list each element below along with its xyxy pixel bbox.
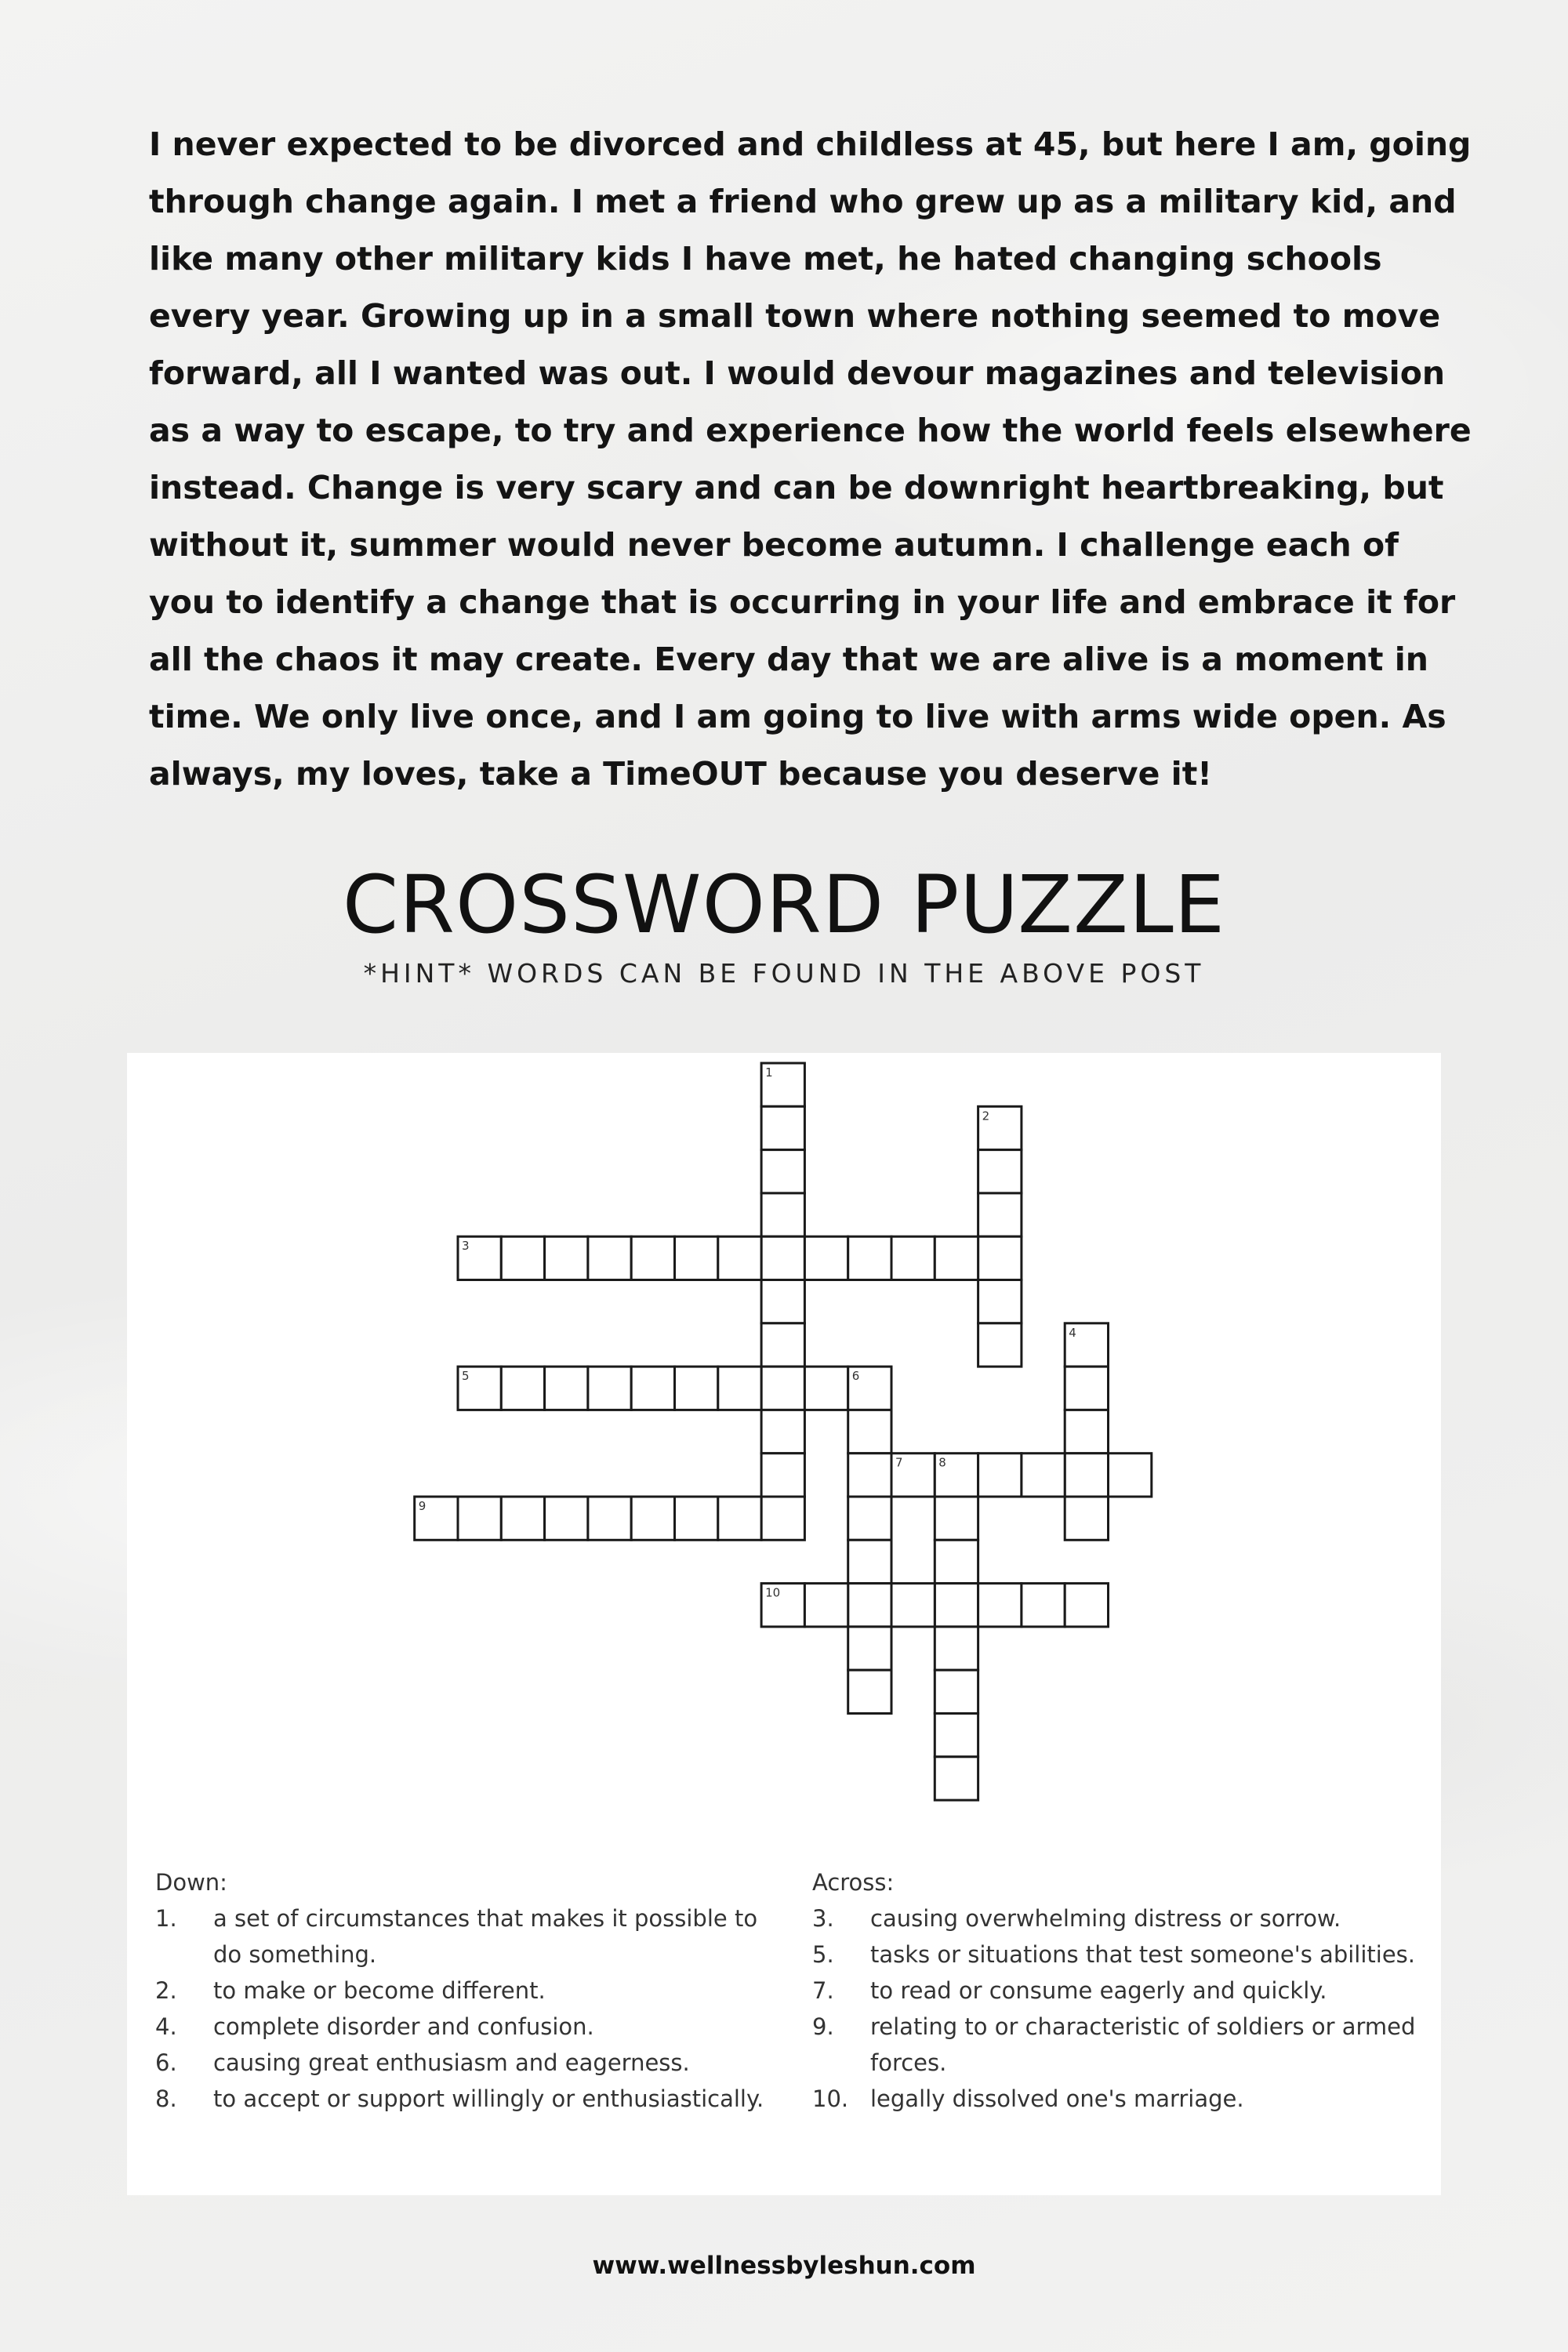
crossword-panel xyxy=(127,1053,1441,2195)
down-heading: Down: xyxy=(155,1869,227,1896)
grid-cell[interactable] xyxy=(1065,1584,1108,1627)
cell-number: 1 xyxy=(765,1065,773,1080)
grid-cell[interactable] xyxy=(978,1454,1022,1497)
cell-number: 5 xyxy=(462,1369,470,1384)
clue-text: tasks or situations that test someone's abilities. xyxy=(870,1941,1415,1968)
grid-cell[interactable] xyxy=(588,1367,631,1410)
grid-cell[interactable] xyxy=(935,1670,978,1713)
clue-across-5 xyxy=(812,1936,1424,1973)
post-line: all the chaos it may create. Every day that we are alive is a moment in xyxy=(149,641,1428,678)
clue-text: relating to or characteristic of soldiers or armed forces. xyxy=(870,2013,1416,2076)
clue-down-4 xyxy=(155,2009,782,2045)
cell-number: 2 xyxy=(982,1109,990,1123)
grid-cell[interactable] xyxy=(935,1627,978,1670)
grid-cell[interactable] xyxy=(718,1236,761,1279)
grid-cell[interactable] xyxy=(761,1236,804,1279)
post-line: forward, all I wanted was out. I would devour magazines and television xyxy=(149,354,1446,392)
grid-cell[interactable] xyxy=(545,1367,588,1410)
crossword-grid xyxy=(127,1053,1441,1837)
cell-number: 7 xyxy=(895,1455,903,1470)
grid-cell[interactable] xyxy=(848,1670,891,1713)
grid-cell[interactable] xyxy=(761,1193,804,1236)
clue-text: causing overwhelming distress or sorrow. xyxy=(870,1905,1341,1932)
clue-number: 8. xyxy=(155,2085,177,2112)
grid-cell[interactable] xyxy=(761,1410,804,1453)
grid-cell[interactable] xyxy=(848,1410,891,1453)
cell-number: 3 xyxy=(462,1239,470,1254)
clue-text: to accept or support willingly or enthusiastically. xyxy=(213,2085,764,2112)
footer-url[interactable]: www.wellnessbyleshun.com xyxy=(592,2252,976,2280)
across-heading: Across: xyxy=(812,1869,895,1896)
clue-number: 5. xyxy=(812,1941,834,1968)
grid-cell[interactable] xyxy=(761,1497,804,1540)
clue-number: 9. xyxy=(812,2013,834,2040)
grid-cell[interactable] xyxy=(1022,1454,1065,1497)
clue-text: complete disorder and confusion. xyxy=(213,2013,594,2040)
grid-cell[interactable] xyxy=(761,1280,804,1323)
clue-across-9 xyxy=(812,2009,1424,2081)
grid-cell[interactable] xyxy=(545,1236,588,1279)
grid-cell[interactable] xyxy=(978,1150,1022,1193)
grid-cell[interactable] xyxy=(935,1757,978,1800)
grid-cell[interactable] xyxy=(891,1584,935,1627)
clue-down-1 xyxy=(155,1900,782,1973)
grid-cell[interactable] xyxy=(675,1497,718,1540)
clue-across-7 xyxy=(812,1973,1424,2009)
clue-number: 10. xyxy=(812,2085,849,2112)
clue-across-10 xyxy=(812,2081,1424,2117)
grid-cell[interactable] xyxy=(1065,1410,1108,1453)
grid-cell[interactable] xyxy=(761,1367,804,1410)
grid-cell[interactable] xyxy=(675,1236,718,1279)
post-line: always, my loves, take a TimeOUT because you deserve it! xyxy=(149,755,1213,793)
grid-cell[interactable] xyxy=(848,1627,891,1670)
grid-cell[interactable] xyxy=(1022,1584,1065,1627)
clue-text: to read or consume eagerly and quickly. xyxy=(870,1977,1327,2004)
grid-cell[interactable] xyxy=(545,1497,588,1540)
clue-down-6 xyxy=(155,2045,782,2081)
grid-cell[interactable] xyxy=(501,1367,544,1410)
grid-cell[interactable] xyxy=(1065,1367,1108,1410)
post-line: like many other military kids I have met, he hated changing schools xyxy=(149,240,1382,278)
grid-cell[interactable] xyxy=(718,1497,761,1540)
clue-number: 3. xyxy=(812,1905,834,1932)
post-line: through change again. I met a friend who grew up as a military kid, and xyxy=(149,183,1457,220)
grid-cell[interactable] xyxy=(804,1367,848,1410)
cell-number: 9 xyxy=(418,1499,426,1513)
post-line: instead. Change is very scary and can be downright heartbreaking, but xyxy=(149,469,1444,506)
grid-cell[interactable] xyxy=(1065,1497,1108,1540)
clue-text: causing great enthusiasm and eagerness. xyxy=(213,2049,690,2076)
grid-cell[interactable] xyxy=(978,1323,1022,1367)
grid-cell[interactable] xyxy=(848,1497,891,1540)
post-line: you to identify a change that is occurring in your life and embrace it for xyxy=(149,583,1456,621)
clue-across-3 xyxy=(812,1900,1424,1936)
clue-down-2 xyxy=(155,1973,782,2009)
grid-cell[interactable] xyxy=(935,1497,978,1540)
grid-cell[interactable] xyxy=(761,1106,804,1149)
post-body xyxy=(149,116,1472,803)
clue-text: legally dissolved one's marriage. xyxy=(870,2085,1244,2112)
grid-cell[interactable] xyxy=(935,1714,978,1757)
cell-number: 6 xyxy=(851,1369,860,1384)
cell-number: 10 xyxy=(765,1585,781,1600)
clue-text: a set of circumstances that makes it possible to do something. xyxy=(213,1905,758,1968)
clue-number: 7. xyxy=(812,1977,834,2004)
grid-cell[interactable] xyxy=(978,1236,1022,1279)
cell-number: 4 xyxy=(1069,1325,1076,1340)
grid-cell[interactable] xyxy=(458,1497,501,1540)
puzzle-hint: *HINT* WORDS CAN BE FOUND IN THE ABOVE POST xyxy=(363,958,1205,989)
grid-cell[interactable] xyxy=(588,1497,631,1540)
post-line: without it, summer would never become autumn. I challenge each of xyxy=(149,526,1399,564)
grid-cell[interactable] xyxy=(675,1367,718,1410)
grid-cell[interactable] xyxy=(1065,1454,1108,1497)
grid-cell[interactable] xyxy=(804,1236,848,1279)
post-line: time. We only live once, and I am going to live with arms wide open. As xyxy=(149,698,1446,735)
clue-text: to make or become different. xyxy=(213,1977,546,2004)
grid-cell[interactable] xyxy=(761,1323,804,1367)
grid-cell[interactable] xyxy=(978,1584,1022,1627)
clue-number: 2. xyxy=(155,1977,177,2004)
grid-cell[interactable] xyxy=(761,1454,804,1497)
grid-cell[interactable] xyxy=(631,1367,674,1410)
clue-number: 6. xyxy=(155,2049,177,2076)
grid-cell[interactable] xyxy=(631,1236,674,1279)
grid-cell[interactable] xyxy=(761,1150,804,1193)
clue-number: 1. xyxy=(155,1905,177,1932)
cell-number: 8 xyxy=(938,1455,946,1470)
grid-cell[interactable] xyxy=(804,1584,848,1627)
across-clues xyxy=(812,1864,1424,2117)
down-clues xyxy=(155,1864,782,2117)
post-line: as a way to escape, to try and experience how the world feels elsewhere xyxy=(149,412,1472,449)
grid-cell[interactable] xyxy=(891,1236,935,1279)
grid-cell[interactable] xyxy=(848,1584,891,1627)
grid-cell[interactable] xyxy=(501,1236,544,1279)
grid-cell[interactable] xyxy=(588,1236,631,1279)
grid-cell[interactable] xyxy=(848,1454,891,1497)
puzzle-title: CROSSWORD PUZZLE xyxy=(342,858,1226,952)
clue-number: 4. xyxy=(155,2013,177,2040)
post-line: I never expected to be divorced and childless at 45, but here I am, going xyxy=(149,125,1472,163)
grid-cell[interactable] xyxy=(935,1584,978,1627)
clue-down-8 xyxy=(155,2081,782,2117)
grid-cell[interactable] xyxy=(978,1193,1022,1236)
grid-cell[interactable] xyxy=(631,1497,674,1540)
post-line: every year. Growing up in a small town where nothing seemed to move xyxy=(149,297,1441,335)
grid-cell[interactable] xyxy=(501,1497,544,1540)
grid-cell[interactable] xyxy=(848,1236,891,1279)
grid-cell[interactable] xyxy=(978,1280,1022,1323)
grid-cell[interactable] xyxy=(718,1367,761,1410)
grid-cell[interactable] xyxy=(848,1540,891,1583)
grid-cell[interactable] xyxy=(935,1236,978,1279)
grid-cell[interactable] xyxy=(1109,1454,1152,1497)
grid-cell[interactable] xyxy=(935,1540,978,1583)
